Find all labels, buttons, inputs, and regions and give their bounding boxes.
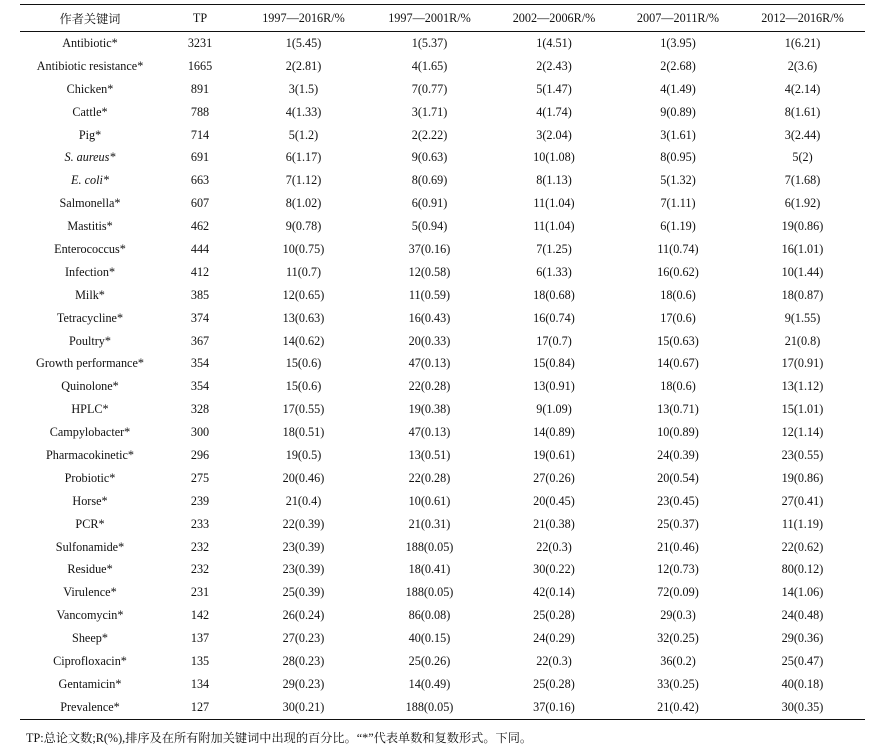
rank-2012-2016-cell: 14(1.06) [781, 585, 824, 600]
table-row [20, 421, 865, 444]
rank-2007-2011-cell: 21(0.42) [616, 696, 740, 719]
keyword-cell: Campylobacter* [49, 425, 131, 440]
table-row [20, 124, 865, 147]
tp-cell: 462 [190, 219, 210, 234]
rank-2007-2011-cell: 14(0.67) [657, 356, 699, 371]
rank-2002-2006-cell: 8(1.13) [536, 173, 572, 188]
rank-2002-2006-cell: 42(0.14) [533, 585, 575, 600]
rank-2002-2006-cell: 17(0.7) [536, 333, 572, 348]
rank-1997-2001-cell: 188(0.05) [367, 696, 492, 719]
keyword-cell: Sheep* [72, 631, 108, 646]
keyword-cell: S. aureus* [64, 150, 116, 165]
rank-2007-2011-cell: 6(1.19) [660, 219, 696, 234]
rank-2002-2006-cell: 5(1.47) [536, 81, 572, 96]
rank-2012-2016-cell: 22(0.62) [781, 539, 824, 554]
rank-2002-2006-cell: 9(1.09) [536, 402, 572, 417]
rank-2002-2006-cell: 37(0.16) [492, 696, 616, 719]
rank-2012-2016-cell: 7(1.68) [784, 173, 821, 188]
keyword-cell: Pig* [78, 127, 102, 142]
table-row [20, 627, 865, 650]
rank-1997-2016-cell: 1(5.45) [285, 35, 322, 50]
table-row [20, 192, 865, 215]
rank-2002-2006-cell: 18(0.68) [533, 287, 575, 302]
keyword-cell: Gentamicin* [58, 676, 122, 691]
header-period-1997-2016: 1997—2016R/% [240, 5, 367, 32]
rank-2012-2016-cell: 23(0.55) [781, 447, 824, 462]
rank-1997-2016-cell: 12(0.65) [282, 287, 325, 302]
tp-cell: 1665 [187, 58, 213, 73]
keyword-cell: Poultry* [69, 333, 111, 348]
table-row [20, 146, 865, 169]
rank-2012-2016-cell: 3(2.44) [784, 127, 821, 142]
rank-1997-2001-cell: 14(0.49) [408, 676, 451, 691]
table-row [20, 604, 865, 627]
rank-1997-2001-cell: 47(0.13) [408, 356, 451, 371]
rank-1997-2001-cell: 5(0.94) [411, 219, 448, 234]
tp-cell: 663 [190, 173, 210, 188]
table-row [20, 696, 865, 719]
keyword-cell: Salmonella* [59, 196, 121, 211]
keyword-cell: Growth performance* [36, 356, 144, 371]
tp-cell: 374 [190, 310, 210, 325]
tp-cell: 127 [160, 696, 240, 719]
rank-2012-2016-cell: 27(0.41) [781, 493, 824, 508]
document-table-block [20, 4, 865, 746]
rank-2012-2016-cell: 21(0.8) [784, 333, 821, 348]
table-row [20, 284, 865, 307]
rank-2012-2016-cell: 25(0.47) [781, 653, 824, 668]
rank-2002-2006-cell: 11(1.04) [533, 196, 575, 211]
rank-1997-2016-cell: 7(1.12) [285, 173, 322, 188]
rank-2002-2006-cell: 7(1.25) [536, 241, 572, 256]
rank-1997-2001-cell: 6(0.91) [411, 196, 448, 211]
rank-2002-2006-cell: 10(1.08) [533, 150, 575, 165]
rank-2012-2016-cell: 19(0.86) [781, 219, 824, 234]
rank-1997-2016-cell: 11(0.7) [285, 264, 322, 279]
rank-1997-2016-cell: 26(0.24) [282, 608, 325, 623]
rank-2012-2016-cell: 15(1.01) [781, 402, 824, 417]
rank-1997-2001-cell: 4(1.65) [411, 58, 448, 73]
rank-1997-2016-cell: 10(0.75) [282, 241, 325, 256]
rank-2012-2016-cell: 29(0.36) [781, 631, 824, 646]
rank-2002-2006-cell: 11(1.04) [533, 219, 575, 234]
rank-2002-2006-cell: 6(1.33) [536, 264, 572, 279]
rank-1997-2001-cell: 40(0.15) [408, 631, 451, 646]
tp-cell: 137 [190, 631, 210, 646]
rank-2012-2016-cell: 30(0.35) [740, 696, 865, 719]
table-header-row [20, 5, 865, 32]
table-row [20, 330, 865, 353]
rank-2007-2011-cell: 72(0.09) [657, 585, 699, 600]
keyword-cell: Enterococcus* [54, 241, 126, 256]
table-row [20, 558, 865, 581]
rank-1997-2016-cell: 14(0.62) [282, 333, 325, 348]
table-row [20, 513, 865, 536]
rank-2002-2006-cell: 3(2.04) [536, 127, 572, 142]
rank-2002-2006-cell: 19(0.61) [533, 447, 575, 462]
rank-2007-2011-cell: 21(0.46) [657, 539, 699, 554]
table-row [20, 398, 865, 421]
rank-1997-2016-cell: 21(0.4) [285, 493, 322, 508]
rank-2007-2011-cell: 12(0.73) [657, 562, 699, 577]
rank-2012-2016-cell: 17(0.91) [781, 356, 824, 371]
rank-2007-2011-cell: 29(0.3) [660, 608, 696, 623]
rank-1997-2016-cell: 6(1.17) [285, 150, 322, 165]
rank-1997-2016-cell: 15(0.6) [285, 356, 322, 371]
rank-1997-2001-cell: 1(5.37) [411, 35, 448, 50]
rank-1997-2001-cell: 22(0.28) [408, 470, 451, 485]
rank-2012-2016-cell: 24(0.48) [781, 608, 824, 623]
rank-2007-2011-cell: 4(1.49) [660, 81, 696, 96]
tp-cell: 135 [190, 653, 210, 668]
rank-2007-2011-cell: 5(1.32) [660, 173, 696, 188]
rank-1997-2001-cell: 8(0.69) [411, 173, 448, 188]
table-row [20, 581, 865, 604]
table-row [20, 78, 865, 101]
keyword-cell: Residue* [67, 562, 113, 577]
header-period-2007-2011: 2007—2011R/% [616, 5, 740, 32]
rank-1997-2016-cell: 23(0.39) [282, 539, 325, 554]
rank-2002-2006-cell: 4(1.74) [536, 104, 572, 119]
keyword-cell: Milk* [75, 287, 105, 302]
tp-cell: 296 [190, 447, 210, 462]
keyword-cell: Probiotic* [64, 470, 116, 485]
rank-1997-2016-cell: 13(0.63) [282, 310, 325, 325]
rank-2007-2011-cell: 11(0.74) [657, 241, 699, 256]
keyword-ranking-table [20, 4, 865, 720]
rank-2012-2016-cell: 10(1.44) [781, 264, 824, 279]
rank-2002-2006-cell: 1(4.51) [536, 35, 572, 50]
rank-2007-2011-cell: 25(0.37) [657, 516, 699, 531]
rank-1997-2001-cell: 9(0.63) [411, 150, 448, 165]
tp-cell: 354 [190, 356, 210, 371]
rank-2012-2016-cell: 19(0.86) [781, 470, 824, 485]
rank-2007-2011-cell: 10(0.89) [657, 425, 699, 440]
rank-1997-2001-cell: 47(0.13) [408, 425, 451, 440]
rank-2012-2016-cell: 40(0.18) [781, 676, 824, 691]
table-row [20, 169, 865, 192]
rank-1997-2001-cell: 25(0.26) [408, 653, 451, 668]
rank-2012-2016-cell: 13(1.12) [781, 379, 824, 394]
rank-2002-2006-cell: 16(0.74) [533, 310, 575, 325]
rank-2012-2016-cell: 12(1.14) [781, 425, 824, 440]
rank-1997-2016-cell: 5(1.2) [288, 127, 319, 142]
keyword-cell: PCR* [75, 516, 105, 531]
tp-cell: 275 [190, 470, 210, 485]
table-row [20, 55, 865, 78]
table-row [20, 536, 865, 559]
rank-2002-2006-cell: 13(0.91) [533, 379, 575, 394]
rank-2007-2011-cell: 18(0.6) [660, 287, 696, 302]
rank-1997-2001-cell: 12(0.58) [408, 264, 451, 279]
rank-1997-2016-cell: 19(0.5) [285, 447, 322, 462]
header-period-2012-2016: 2012—2016R/% [740, 5, 865, 32]
rank-2007-2011-cell: 16(0.62) [657, 264, 699, 279]
rank-1997-2016-cell: 23(0.39) [282, 562, 325, 577]
table-row [20, 101, 865, 124]
rank-2002-2006-cell: 22(0.3) [536, 539, 572, 554]
tp-cell: 231 [190, 585, 210, 600]
rank-2012-2016-cell: 8(1.61) [784, 104, 821, 119]
tp-cell: 232 [190, 562, 210, 577]
rank-1997-2016-cell: 29(0.23) [282, 676, 325, 691]
keyword-cell: E. coli* [71, 173, 109, 188]
table-footnote: TP:总论文数;R(%),排序及在所有附加关键词中出现的百分比。“*”代表单数和复数形式。下同。 [26, 730, 533, 745]
rank-2007-2011-cell: 8(0.95) [660, 150, 696, 165]
rank-1997-2016-cell: 2(2.81) [285, 58, 322, 73]
rank-1997-2001-cell: 16(0.43) [408, 310, 451, 325]
rank-2007-2011-cell: 36(0.2) [660, 653, 696, 668]
keyword-cell: Antibiotic* [62, 35, 118, 50]
rank-1997-2001-cell: 86(0.08) [408, 608, 451, 623]
keyword-cell: Sulfonamide* [55, 539, 125, 554]
rank-2007-2011-cell: 32(0.25) [657, 631, 699, 646]
rank-2007-2011-cell: 17(0.6) [660, 310, 696, 325]
rank-2007-2011-cell: 3(1.61) [660, 127, 696, 142]
rank-1997-2001-cell: 20(0.33) [408, 333, 451, 348]
table-body [20, 32, 865, 720]
rank-1997-2001-cell: 18(0.41) [408, 562, 451, 577]
rank-2012-2016-cell: 11(1.19) [781, 516, 824, 531]
table-row [20, 375, 865, 398]
tp-cell: 714 [190, 127, 210, 142]
keyword-cell: Antibiotic resistance* [36, 58, 144, 73]
rank-2007-2011-cell: 33(0.25) [657, 676, 699, 691]
keyword-cell: Prevalence* [20, 696, 160, 719]
table-row [20, 32, 865, 55]
table-row [20, 650, 865, 673]
rank-1997-2016-cell: 4(1.33) [285, 104, 322, 119]
table-row [20, 490, 865, 513]
rank-2007-2011-cell: 1(3.95) [660, 35, 696, 50]
rank-1997-2016-cell: 15(0.6) [285, 379, 322, 394]
keyword-cell: Virulence* [63, 585, 117, 600]
tp-cell: 328 [190, 402, 210, 417]
rank-2002-2006-cell: 20(0.45) [533, 493, 575, 508]
tp-cell: 233 [190, 516, 210, 531]
rank-2012-2016-cell: 1(6.21) [784, 35, 821, 50]
rank-1997-2016-cell: 8(1.02) [285, 196, 322, 211]
tp-cell: 607 [190, 196, 210, 211]
rank-1997-2016-cell: 9(0.78) [285, 219, 322, 234]
rank-1997-2016-cell: 22(0.39) [282, 516, 325, 531]
tp-cell: 367 [190, 333, 210, 348]
tp-cell: 239 [190, 493, 210, 508]
header-tp: TP [160, 5, 240, 32]
tp-cell: 412 [190, 264, 210, 279]
header-period-1997-2001: 1997—2001R/% [367, 5, 492, 32]
keyword-cell: Cattle* [72, 104, 108, 119]
keyword-cell: Mastitis* [67, 219, 113, 234]
table-row [20, 238, 865, 261]
tp-cell: 232 [190, 539, 210, 554]
tp-cell: 134 [190, 676, 210, 691]
table-row [20, 215, 865, 238]
rank-2002-2006-cell: 15(0.84) [533, 356, 575, 371]
rank-1997-2001-cell: 13(0.51) [408, 447, 451, 462]
rank-2002-2006-cell: 27(0.26) [533, 470, 575, 485]
rank-1997-2016-cell: 27(0.23) [282, 631, 325, 646]
keyword-cell: HPLC* [71, 402, 109, 417]
keyword-cell: Horse* [72, 493, 108, 508]
rank-1997-2001-cell: 19(0.38) [408, 402, 451, 417]
tp-cell: 3231 [187, 35, 213, 50]
table-row [20, 467, 865, 490]
tp-cell: 891 [190, 81, 210, 96]
header-keyword: 作者关键词 [20, 5, 160, 32]
tp-cell: 691 [190, 150, 210, 165]
keyword-cell: Pharmacokinetic* [46, 447, 134, 462]
keyword-cell: Ciprofloxacin* [53, 653, 127, 668]
rank-2007-2011-cell: 9(0.89) [660, 104, 696, 119]
keyword-cell: Infection* [64, 264, 116, 279]
rank-2007-2011-cell: 20(0.54) [657, 470, 699, 485]
rank-1997-2016-cell: 18(0.51) [282, 425, 325, 440]
tp-cell: 788 [190, 104, 210, 119]
rank-2002-2006-cell: 2(2.43) [536, 58, 572, 73]
keyword-cell: Quinolone* [61, 379, 119, 394]
rank-2002-2006-cell: 30(0.22) [533, 562, 575, 577]
rank-1997-2001-cell: 21(0.31) [408, 516, 451, 531]
rank-1997-2016-cell: 20(0.46) [282, 470, 325, 485]
rank-2012-2016-cell: 80(0.12) [781, 562, 824, 577]
rank-2012-2016-cell: 6(1.92) [784, 196, 821, 211]
keyword-cell: Vancomycin* [56, 608, 124, 623]
rank-1997-2016-cell: 17(0.55) [282, 402, 325, 417]
rank-2002-2006-cell: 21(0.38) [533, 516, 575, 531]
table-row [20, 261, 865, 284]
rank-1997-2001-cell: 3(1.71) [411, 104, 448, 119]
rank-2002-2006-cell: 24(0.29) [533, 631, 575, 646]
keyword-cell: Tetracycline* [56, 310, 124, 325]
keyword-cell: Chicken* [66, 81, 114, 96]
rank-1997-2001-cell: 7(0.77) [411, 81, 448, 96]
tp-cell: 385 [190, 287, 210, 302]
rank-1997-2016-cell: 28(0.23) [282, 653, 325, 668]
rank-1997-2001-cell: 10(0.61) [408, 493, 451, 508]
rank-2012-2016-cell: 16(1.01) [781, 241, 824, 256]
table-row [20, 444, 865, 467]
rank-2012-2016-cell: 4(2.14) [784, 81, 821, 96]
rank-1997-2001-cell: 188(0.05) [405, 585, 454, 600]
table-row [20, 673, 865, 696]
rank-1997-2001-cell: 37(0.16) [408, 241, 451, 256]
rank-2002-2006-cell: 22(0.3) [536, 653, 572, 668]
rank-1997-2001-cell: 22(0.28) [408, 379, 451, 394]
rank-2012-2016-cell: 5(2) [792, 150, 813, 165]
rank-2007-2011-cell: 23(0.45) [657, 493, 699, 508]
rank-2012-2016-cell: 18(0.87) [781, 287, 824, 302]
rank-2007-2011-cell: 7(1.11) [660, 196, 696, 211]
rank-2002-2006-cell: 25(0.28) [533, 676, 575, 691]
rank-1997-2016-cell: 3(1.5) [288, 81, 319, 96]
table-row [20, 307, 865, 330]
rank-1997-2001-cell: 188(0.05) [405, 539, 454, 554]
rank-2002-2006-cell: 25(0.28) [533, 608, 575, 623]
rank-1997-2016-cell: 25(0.39) [282, 585, 325, 600]
tp-cell: 354 [190, 379, 210, 394]
table-row [20, 352, 865, 375]
rank-2007-2011-cell: 13(0.71) [657, 402, 699, 417]
rank-1997-2016-cell: 30(0.21) [240, 696, 367, 719]
tp-cell: 444 [190, 241, 210, 256]
rank-2007-2011-cell: 24(0.39) [657, 447, 699, 462]
rank-2007-2011-cell: 2(2.68) [660, 58, 696, 73]
rank-2007-2011-cell: 18(0.6) [660, 379, 696, 394]
header-period-2002-2006: 2002—2006R/% [492, 5, 616, 32]
rank-2012-2016-cell: 2(3.6) [787, 58, 818, 73]
rank-2002-2006-cell: 14(0.89) [533, 425, 575, 440]
rank-2007-2011-cell: 15(0.63) [657, 333, 699, 348]
tp-cell: 300 [190, 425, 210, 440]
rank-1997-2001-cell: 11(0.59) [408, 287, 451, 302]
rank-2012-2016-cell: 9(1.55) [784, 310, 821, 325]
tp-cell: 142 [190, 608, 210, 623]
rank-1997-2001-cell: 2(2.22) [411, 127, 448, 142]
